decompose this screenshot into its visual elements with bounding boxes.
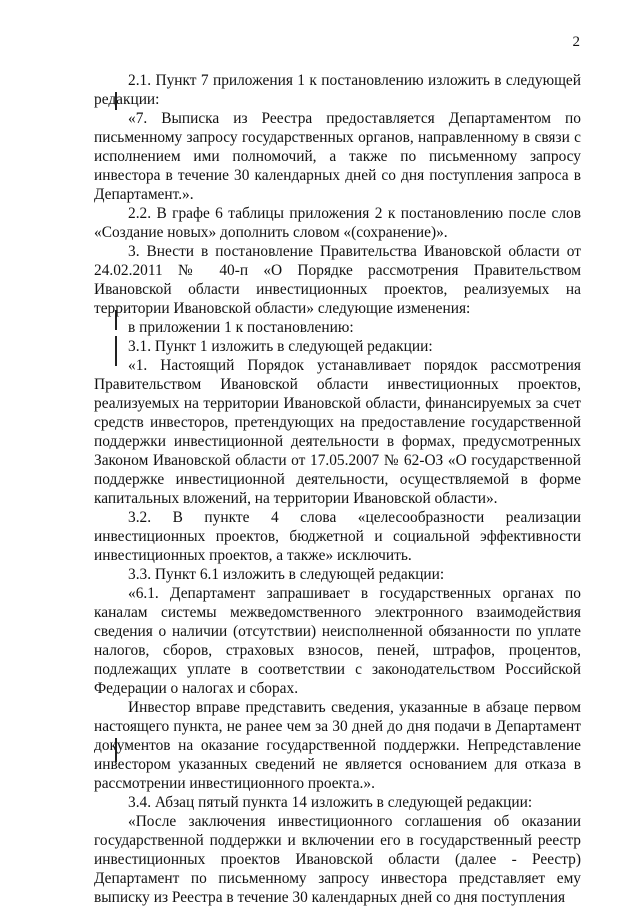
paragraph-3: 3. Внести в постановление Правительства Ивановской области от 24.02.2011 № 40-п «О Порядке рассмотрения Правительством Ивановской области инвестиционных проектов, реализуемых на территории Ивановской области» следующие изменения:	[94, 243, 581, 317]
paragraph-quote-7: «7. Выписка из Реестра предоставляется Департаментом по письменному запросу государственных органов, направленному в связи с исполнением ими полномочий, а также по письменному запросу инвестора в течение 30 календарных дней со дня поступления запроса в Департамент.».	[94, 110, 581, 203]
paragraph-investor: Инвестор вправе представить сведения, указанные в абзаце первом настоящего пункта, не ранее чем за 30 дней до дня подачи в Департамент документов на оказание государственной поддержки. Непредставление инвестором указанных сведений не является основанием для отказа в рассмотрении инвестиционного проекта.».	[94, 699, 581, 792]
paragraph-2-2: 2.2. В графе 6 таблицы приложения 2 к постановлению после слов «Создание новых» дополнить словом «(сохранение)».	[94, 205, 581, 241]
paragraph-3-2: 3.2. В пункте 4 слова «целесообразности реализации инвестиционных проектов, бюджетной и социальной эффективности инвестиционных проектов, а также» исключить.	[94, 509, 581, 564]
paragraph-3-4: 3.4. Абзац пятый пункта 14 изложить в следующей редакции:	[128, 794, 533, 811]
paragraph-appendix-1: в приложении 1 к постановлению:	[128, 319, 354, 336]
document-body	[94, 71, 581, 907]
paragraph-3-1: 3.1. Пункт 1 изложить в следующей редакции:	[128, 338, 433, 355]
paragraph-quote-6-1: «6.1. Департамент запрашивает в государственных органах по каналам системы межведомственного электронного взаимодействия сведения о наличии (отсутствии) неисполненной обязанности по уплате налогов, сборов, страховых взносов, пеней, штрафов, процентов, подлежащих уплате в соответствии с законодательством Российской Федерации о налогах и сборах.	[94, 585, 581, 697]
paragraph-quote-14: «После заключения инвестиционного соглашения об оказании государственной поддержки и включении его в государственный реестр инвестиционных проектов Ивановской области (далее - Реестр) Департамент по письменному запросу инвестора представляет ему выписку из Реестра в течение 30 календарных дней со дня поступления	[94, 813, 581, 906]
paragraph-quote-1: «1. Настоящий Порядок устанавливает порядок рассмотрения Правительством Ивановской области инвестиционных проектов, реализуемых на территории Ивановской области, финансируемых за счет средств инвесторов, претендующих на предоставление государственной поддержки инвестиционной деятельности в формах, предусмотренных Законом Ивановской области от 17.05.2007 № 62-ОЗ «О государственной поддержке инвестиционной деятельности, осуществляемой в форме капитальных вложений, на территории Ивановской области».	[94, 357, 581, 507]
page-number: 2	[572, 34, 580, 50]
paragraph-2-1: 2.1. Пункт 7 приложения 1 к постановлению изложить в следующей редакции:	[94, 72, 581, 108]
paragraph-3-3: 3.3. Пункт 6.1 изложить в следующей редакции:	[128, 566, 445, 583]
